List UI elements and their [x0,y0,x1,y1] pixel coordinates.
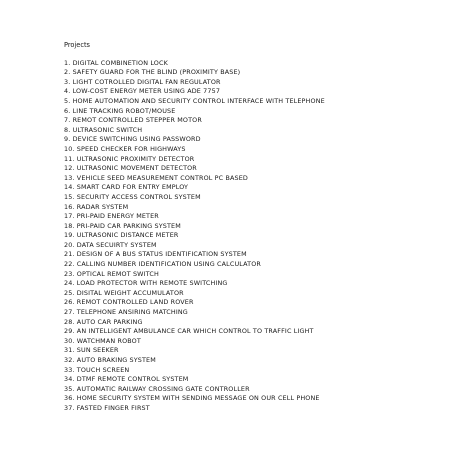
list-item: 9. DEVICE SWITCHING USING PASSWORD [64,135,201,144]
list-item: 11. ULTRASONIC PROXIMITY DETECTOR [64,154,195,163]
document-page [64,41,444,414]
list-item: 31. SUN SEEKER [64,346,119,355]
list-item: 15. SECURITY ACCESS CONTROL SYSTEM [64,192,201,201]
list-item: 5. HOME AUTOMATION AND SECURITY CONTROL INTERFACE WITH TELEPHONE [64,96,325,105]
list-item: 19. ULTRASONIC DISTANCE METER [64,231,179,240]
list-item: 18. PRI-PAID CAR PARKING SYSTEM [64,221,181,230]
list-item: 7. REMOT CONTROLLED STEPPER MOTOR [64,116,202,125]
list-item: 34. DTMF REMOTE CONTROL SYSTEM [64,375,189,384]
list-item: 12. ULTRASONIC MOVEMENT DETECTOR [64,164,197,173]
list-item: 16. RADAR SYSTEM [64,202,129,211]
list-item: 2. SAFETY GUARD FOR THE BLIND (PROXIMITY BASE) [64,68,241,77]
list-item: 4. LOW-COST ENERGY METER USING ADE 7757 [64,87,221,96]
list-item: 20. DATA SECUIRTY SYSTEM [64,240,157,249]
list-item: 10. SPEED CHECKER FOR HIGHWAYS [64,144,186,153]
list-item: 25. DISITAL WEIGHT ACCUMULATOR [64,288,184,297]
list-item: 13. VEHICLE SEED MEASUREMENT CONTROL PC BASED [64,173,248,182]
list-item: 8. ULTRASONIC SWITCH [64,125,143,134]
document-title: Projects [64,41,90,49]
list-item: 1. DIGITAL COMBINETION LOCK [64,58,168,67]
list-item: 24. LOAD PROTECTOR WITH REMOTE SWITCHING [64,279,228,288]
list-item: 14. SMART CARD FOR ENTRY EMPLOY [64,183,189,192]
list-item: 29. AN INTELLIGENT AMBULANCE CAR WHICH CONTROL TO TRAFFIC LIGHT [64,327,314,336]
list-item: 35. AUTOMATIC RAILWAY CROSSING GATE CONTROLLER [64,384,250,393]
list-item: 22. CALLING NUMBER IDENTIFICATION USING CALCULATOR [64,260,261,269]
list-item: 33. TOUCH SCREEN [64,365,130,374]
list-item: 37. FASTED FINGER FIRST [64,403,150,412]
list-item: 3. LIGHT COTROLLED DIGITAL FAN REGULATOR [64,77,221,86]
project-list [64,59,444,414]
list-item: 26. REMOT CONTROLLED LAND ROVER [64,298,194,307]
list-item: 21. DESIGN OF A BUS STATUS IDENTIFICATION SYSTEM [64,250,247,259]
list-item: 27. TELEPHONE ANSIRING MATCHING [64,308,188,317]
list-item: 23. OPTICAL REMOT SWITCH [64,269,159,278]
list-item: 6. LINE TRACKING ROBOT/MOUSE [64,106,176,115]
list-item: 17. PRI-PAID ENERGY METER [64,212,159,221]
list-item: 28. AUTO CAR PARKING [64,317,143,326]
list-item: 32. AUTO BRAKING SYSTEM [64,356,156,364]
list-item: 30. WATCHMAN ROBOT [64,336,141,345]
list-item: 36. HOME SECURITY SYSTEM WITH SENDING MESSAGE ON OUR CELL PHONE [64,394,320,403]
